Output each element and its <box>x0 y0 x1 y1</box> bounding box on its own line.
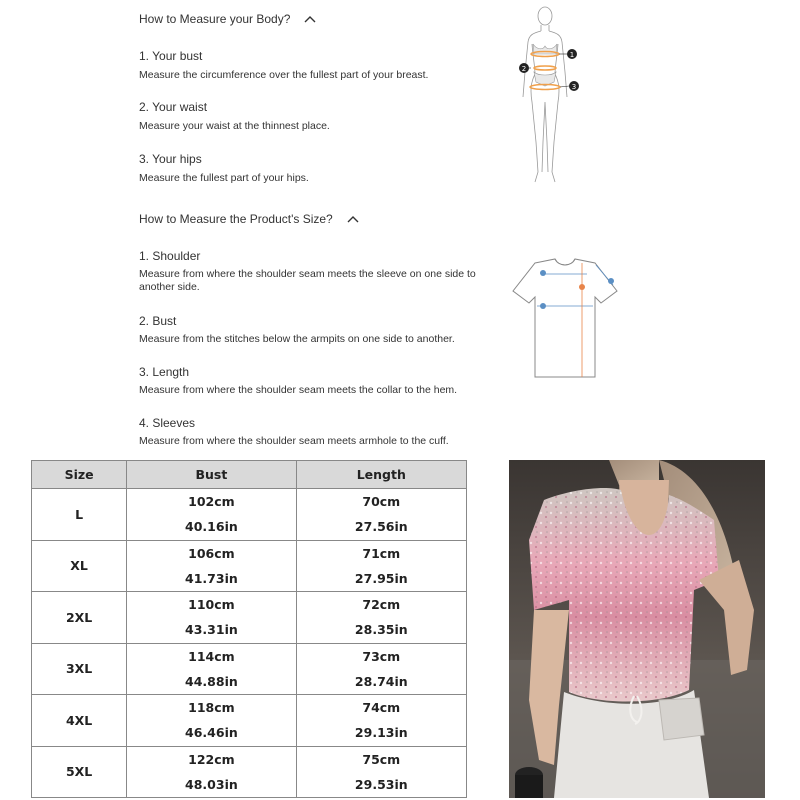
body-measure-title[interactable] <box>139 12 316 26</box>
length-cm: 70cm <box>362 494 401 510</box>
table-row <box>32 695 467 747</box>
sleeves-title: 4. Sleeves <box>139 416 196 430</box>
bust-cell <box>127 746 296 798</box>
size-cell: XL <box>32 540 127 592</box>
bust-in: 44.88in <box>185 673 238 689</box>
length-cm: 72cm <box>362 597 401 613</box>
size-cell: 4XL <box>32 695 127 747</box>
bust-cell <box>127 643 296 695</box>
length-cm: 73cm <box>362 648 401 664</box>
length-cell <box>296 746 466 798</box>
length-cell <box>296 592 466 644</box>
bust-in: 41.73in <box>185 570 238 586</box>
chevron-up-icon[interactable] <box>347 215 359 223</box>
product-bust-title: 2. Bust <box>139 314 177 328</box>
bust-cm: 114cm <box>188 648 235 664</box>
bust-in: 48.03in <box>185 776 238 792</box>
length-cm: 74cm <box>362 700 401 716</box>
product-model-photo <box>509 460 765 798</box>
length-marker-icon <box>579 284 585 290</box>
shoulder-title: 1. Shoulder <box>139 249 201 263</box>
length-in: 28.74in <box>354 673 408 689</box>
tshirt-diagram-illustration <box>505 255 625 385</box>
table-row <box>32 746 467 798</box>
bust-title: 1. Your bust <box>139 49 203 63</box>
bust-in: 46.46in <box>185 725 238 741</box>
body-figure-illustration <box>505 2 585 186</box>
length-header: Length <box>296 461 466 489</box>
table-row <box>32 540 467 592</box>
table-header-row <box>32 461 467 489</box>
bust-cell <box>127 695 296 747</box>
table-row <box>32 592 467 644</box>
length-cell <box>296 489 466 541</box>
bust-cm: 122cm <box>188 751 235 767</box>
length-desc: Measure from where the shoulder seam meets the collar to the hem. <box>139 384 458 396</box>
shoulder-marker-icon <box>540 270 546 276</box>
bust-cm: 118cm <box>188 700 235 716</box>
size-cell: 5XL <box>32 746 127 798</box>
size-header: Size <box>32 461 127 489</box>
bust-in: 40.16in <box>185 519 238 535</box>
length-cell <box>296 695 466 747</box>
size-cell: 3XL <box>32 643 127 695</box>
length-cell <box>296 540 466 592</box>
length-in: 27.56in <box>354 519 408 535</box>
sleeve-marker-icon <box>608 278 614 284</box>
sleeves-desc: Measure from where the shoulder seam meets armhole to the cuff. <box>139 435 449 447</box>
hips-desc: Measure the fullest part of your hips. <box>139 172 309 184</box>
svg-text:2: 2 <box>521 65 527 73</box>
bust-cell <box>127 540 296 592</box>
bust-in: 43.31in <box>185 622 238 638</box>
table-row <box>32 489 467 541</box>
length-in: 28.35in <box>354 622 408 638</box>
chevron-up-icon[interactable] <box>304 15 316 23</box>
size-cell: L <box>32 489 127 541</box>
length-cell <box>296 643 466 695</box>
bust-cm: 102cm <box>188 494 235 510</box>
waist-title: 2. Your waist <box>139 100 208 114</box>
marker-2-icon <box>519 63 529 73</box>
size-cell: 2XL <box>32 592 127 644</box>
waist-desc: Measure your waist at the thinnest place. <box>139 120 330 132</box>
svg-text:1: 1 <box>569 51 575 59</box>
length-in: 27.95in <box>354 570 408 586</box>
marker-1-icon <box>567 49 577 59</box>
product-bust-desc: Measure from the stitches below the armpits on one side to another. <box>139 333 455 345</box>
bust-cm: 110cm <box>188 597 235 613</box>
length-title: 3. Length <box>139 365 190 379</box>
marker-3-icon <box>569 81 579 91</box>
length-in: 29.53in <box>354 776 408 792</box>
product-measure-title[interactable] <box>139 212 359 226</box>
bust-header: Bust <box>127 461 296 489</box>
bust-cell <box>127 592 296 644</box>
length-cm: 75cm <box>362 751 401 767</box>
hips-title: 3. Your hips <box>139 152 202 166</box>
svg-text:3: 3 <box>571 83 577 91</box>
bust-desc: Measure the circumference over the fullest part of your breast. <box>139 69 429 81</box>
bust-marker-icon <box>540 303 546 309</box>
bust-cell <box>127 489 296 541</box>
bust-cm: 106cm <box>188 545 235 561</box>
length-in: 29.13in <box>354 725 408 741</box>
body-measure-title-text: How to Measure your Body? <box>139 12 291 26</box>
table-row <box>32 643 467 695</box>
size-chart-table <box>31 460 467 798</box>
length-cm: 71cm <box>362 545 401 561</box>
product-measure-title-text: How to Measure the Product's Size? <box>139 212 333 226</box>
shoulder-desc: Measure from where the shoulder seam meets the sleeve on one side to another side. <box>139 268 476 293</box>
